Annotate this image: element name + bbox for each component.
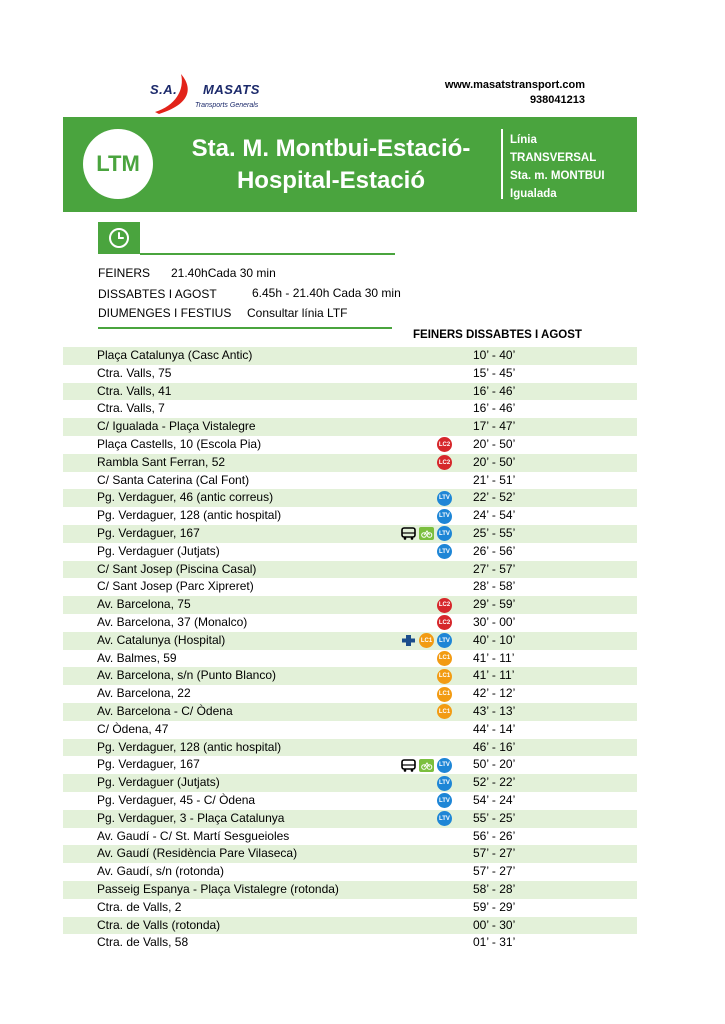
stop-name: C/ Igualada - Plaça Vistalegre	[97, 419, 256, 434]
connection-icons	[437, 703, 452, 721]
connection-icons	[437, 436, 452, 454]
stop-time: 10’ - 40’	[473, 348, 516, 362]
table-row	[63, 561, 637, 579]
divider-line	[140, 253, 395, 255]
table-row	[63, 507, 637, 525]
stop-name: Ctra. de Valls, 2	[97, 899, 182, 914]
timetable	[63, 347, 637, 952]
stop-name: C/ Sant Josep (Piscina Casal)	[97, 561, 257, 576]
connection-icons	[437, 454, 452, 472]
lc2-line-icon: LC2	[437, 455, 452, 470]
schedule-value-sundays: Consultar línia LTF	[247, 306, 348, 320]
stop-time: 41’ - 11’	[473, 668, 515, 683]
table-row	[63, 845, 637, 863]
table-row	[63, 543, 637, 561]
phone-number: 938041213	[529, 94, 585, 106]
stop-name: Pg. Verdaguer, 167	[97, 757, 200, 772]
lc2-line-icon: LC2	[437, 598, 452, 613]
stop-time: 20’ - 50’	[473, 436, 516, 451]
timetable-column-header: FEINERS DISSABTES I AGOST	[413, 329, 582, 341]
table-row	[63, 774, 637, 792]
table-row	[63, 756, 637, 774]
stop-time: 58’ - 28’	[473, 881, 516, 896]
stop-time: 52’ - 22’	[473, 775, 516, 790]
header-divider	[501, 129, 503, 199]
stop-name: Pg. Verdaguer, 3 - Plaça Catalunya	[97, 810, 285, 825]
table-row	[63, 454, 637, 472]
stop-time: 22’ - 52’	[473, 490, 516, 505]
stop-time: 57’ - 27’	[473, 846, 516, 861]
stop-name: Pg. Verdaguer, 128 (antic hospital)	[97, 508, 282, 523]
bus-icon	[401, 527, 416, 540]
connection-icons	[437, 543, 452, 561]
line-info-label: Línia	[510, 134, 537, 146]
stop-time: 20’ - 50’	[473, 454, 516, 469]
stop-time: 50’ - 20’	[473, 757, 516, 772]
schedule-value-weekdays: 21.40hCada 30 min	[171, 266, 276, 280]
lc1-line-icon: LC1	[419, 633, 434, 648]
stop-time: 26’ - 56’	[473, 543, 516, 558]
stop-name: Plaça Catalunya (Casc Antic)	[97, 348, 253, 362]
website-link[interactable]: www.masatstransport.com	[444, 79, 585, 91]
ltv-line-icon: LTV	[437, 758, 452, 773]
table-row	[63, 365, 637, 383]
stop-name: Av. Balmes, 59	[97, 650, 177, 665]
lc1-line-icon: LC1	[437, 651, 452, 666]
connection-icons	[401, 525, 452, 543]
connection-icons	[401, 756, 452, 774]
table-row	[63, 828, 637, 846]
ltv-line-icon: LTV	[437, 811, 452, 826]
logo-name: MASATS	[203, 82, 260, 97]
table-row	[63, 632, 637, 650]
route-title-line2: Hospital-Estació	[236, 167, 426, 194]
schedule-label-saturdays: DISSABTES I AGOST	[98, 287, 217, 301]
clock-icon-box	[98, 222, 140, 254]
connection-icons	[437, 667, 452, 685]
table-row	[63, 881, 637, 899]
bus-icon	[401, 759, 416, 772]
table-row	[63, 383, 637, 401]
stop-name: Av. Barcelona, 22	[97, 686, 191, 701]
stop-time: 30’ - 00’	[473, 614, 516, 629]
table-row	[63, 934, 637, 952]
bike-share-icon	[419, 759, 434, 772]
stop-name: Av. Catalunya (Hospital)	[97, 632, 226, 647]
lc2-line-icon: LC2	[437, 615, 452, 630]
line-info-town: Sta. m. MONTBUI	[510, 170, 605, 182]
table-row	[63, 917, 637, 935]
table-row	[63, 614, 637, 632]
table-row	[63, 472, 637, 490]
stop-name: Av. Gaudí - C/ St. Martí Sesgueioles	[97, 828, 290, 843]
stop-name: Pg. Verdaguer (Jutjats)	[97, 543, 220, 558]
table-row	[63, 685, 637, 703]
logo-subtitle: Transports Generals	[195, 102, 259, 109]
stop-name: C/ Òdena, 47	[97, 721, 169, 736]
ltv-line-icon: LTV	[437, 526, 452, 541]
ltv-line-icon: LTV	[437, 633, 452, 648]
connection-icons	[437, 596, 452, 614]
stop-time: 15’ - 45’	[473, 365, 516, 380]
stop-name: Rambla Sant Ferran, 52	[97, 454, 226, 469]
table-row	[63, 525, 637, 543]
table-row	[63, 792, 637, 810]
stop-name: Av. Barcelona, 75	[97, 597, 191, 612]
connection-icons	[437, 650, 452, 668]
stop-name: Av. Barcelona, 37 (Monalco)	[97, 614, 248, 629]
company-logo	[145, 70, 275, 116]
stop-time: 43’ - 13’	[473, 703, 516, 718]
lc1-line-icon: LC1	[437, 669, 452, 684]
stop-name: Pg. Verdaguer, 46 (antic correus)	[97, 490, 274, 505]
stop-name: Plaça Castells, 10 (Escola Pia)	[97, 436, 262, 451]
stop-time: 21’ - 51’	[473, 472, 516, 487]
hospital-icon	[401, 634, 416, 647]
table-row	[63, 703, 637, 721]
stop-name: Ctra. Valls, 41	[97, 383, 172, 398]
table-row	[63, 863, 637, 881]
table-row	[63, 721, 637, 739]
ltv-line-icon: LTV	[437, 491, 452, 506]
route-title-line1: Sta. M. Montbui-Estació-	[191, 135, 471, 162]
stop-time: 44’ - 14’	[473, 721, 516, 736]
stop-time: 27’ - 57’	[473, 561, 516, 576]
line-info-city: Igualada	[510, 188, 557, 200]
connection-icons	[437, 774, 452, 792]
connection-icons	[437, 685, 452, 703]
table-row	[63, 400, 637, 418]
ltv-line-icon: LTV	[437, 793, 452, 808]
table-row	[63, 418, 637, 436]
route-header	[63, 117, 637, 212]
lc1-line-icon: LC1	[437, 704, 452, 719]
stop-time: 25’ - 55’	[473, 525, 516, 540]
stop-name: C/ Santa Caterina (Cal Font)	[97, 472, 250, 487]
line-info	[510, 131, 605, 203]
stop-name: Av. Gaudí, s/n (rotonda)	[97, 864, 224, 879]
schedule-divider	[98, 327, 392, 329]
table-row	[63, 578, 637, 596]
line-info-type: TRANSVERSAL	[510, 152, 597, 164]
stop-time: 01’ - 31’	[473, 935, 516, 950]
schedule-label-weekdays: FEINERS	[98, 266, 151, 280]
stop-time: 16’ - 46’	[473, 383, 516, 398]
schedule-value-saturdays: 6.45h - 21.40h Cada 30 min	[252, 286, 401, 300]
lc1-line-icon: LC1	[437, 687, 452, 702]
stop-name: Pg. Verdaguer, 167	[97, 525, 200, 540]
connection-icons	[437, 614, 452, 632]
route-title	[181, 133, 481, 197]
line-badge: LTM	[83, 129, 153, 199]
stop-time: 28’ - 58’	[473, 579, 516, 594]
stop-name: Av. Gaudí (Residència Pare Vilaseca)	[97, 846, 298, 861]
table-row	[63, 436, 637, 454]
stop-name: Ctra. Valls, 75	[97, 365, 172, 380]
stop-time: 54’ - 24’	[473, 792, 516, 807]
stop-name: C/ Sant Josep (Parc Xipreret)	[97, 579, 254, 594]
connection-icons	[437, 810, 452, 828]
stop-name: Ctra. de Valls, 58	[97, 935, 189, 950]
stop-time: 59’ - 29’	[473, 899, 516, 914]
table-row	[63, 596, 637, 614]
ltv-line-icon: LTV	[437, 776, 452, 791]
table-row	[63, 650, 637, 668]
stop-name: Av. Barcelona - C/ Òdena	[97, 703, 233, 718]
connection-icons	[437, 507, 452, 525]
stop-time: 29’ - 59’	[473, 597, 516, 612]
lc2-line-icon: LC2	[437, 437, 452, 452]
connection-icons	[401, 632, 452, 650]
stop-time: 57’ - 27’	[473, 864, 516, 879]
logo-sa: S.A.	[150, 82, 178, 97]
table-row	[63, 810, 637, 828]
stop-name: Pg. Verdaguer, 45 - C/ Òdena	[97, 792, 256, 807]
bike-share-icon	[419, 527, 434, 540]
stop-name: Pg. Verdaguer (Jutjats)	[97, 775, 220, 790]
stop-time: 55’ - 25’	[473, 810, 516, 825]
stop-time: 56’ - 26’	[473, 828, 516, 843]
stop-time: 24’ - 54’	[473, 508, 516, 523]
stop-time: 46’ - 16’	[473, 739, 516, 754]
stop-name: Ctra. de Valls (rotonda)	[97, 917, 221, 932]
ltv-line-icon: LTV	[437, 509, 452, 524]
table-row	[63, 347, 637, 365]
stop-name: Ctra. Valls, 7	[97, 401, 165, 416]
clock-icon	[108, 227, 130, 249]
table-row	[63, 739, 637, 757]
ltv-line-icon: LTV	[437, 544, 452, 559]
table-row	[63, 667, 637, 685]
stop-name: Pg. Verdaguer, 128 (antic hospital)	[97, 739, 282, 754]
stop-time: 42’ - 12’	[473, 686, 516, 701]
contact-info	[420, 78, 585, 108]
stop-time: 16’ - 46’	[473, 401, 516, 416]
schedule-label-sundays: DIUMENGES I FESTIUS	[98, 306, 232, 320]
table-row	[63, 899, 637, 917]
stop-time: 17’ - 47’	[473, 419, 516, 434]
stop-name: Av. Barcelona, s/n (Punto Blanco)	[97, 668, 276, 683]
table-row	[63, 489, 637, 507]
connection-icons	[437, 792, 452, 810]
stop-time: 00’ - 30’	[473, 917, 516, 932]
stop-time: 41’ - 11’	[473, 650, 515, 665]
connection-icons	[437, 489, 452, 507]
stop-time: 40’ - 10’	[473, 632, 516, 647]
stop-name: Passeig Espanya - Plaça Vistalegre (rotonda)	[97, 881, 339, 896]
